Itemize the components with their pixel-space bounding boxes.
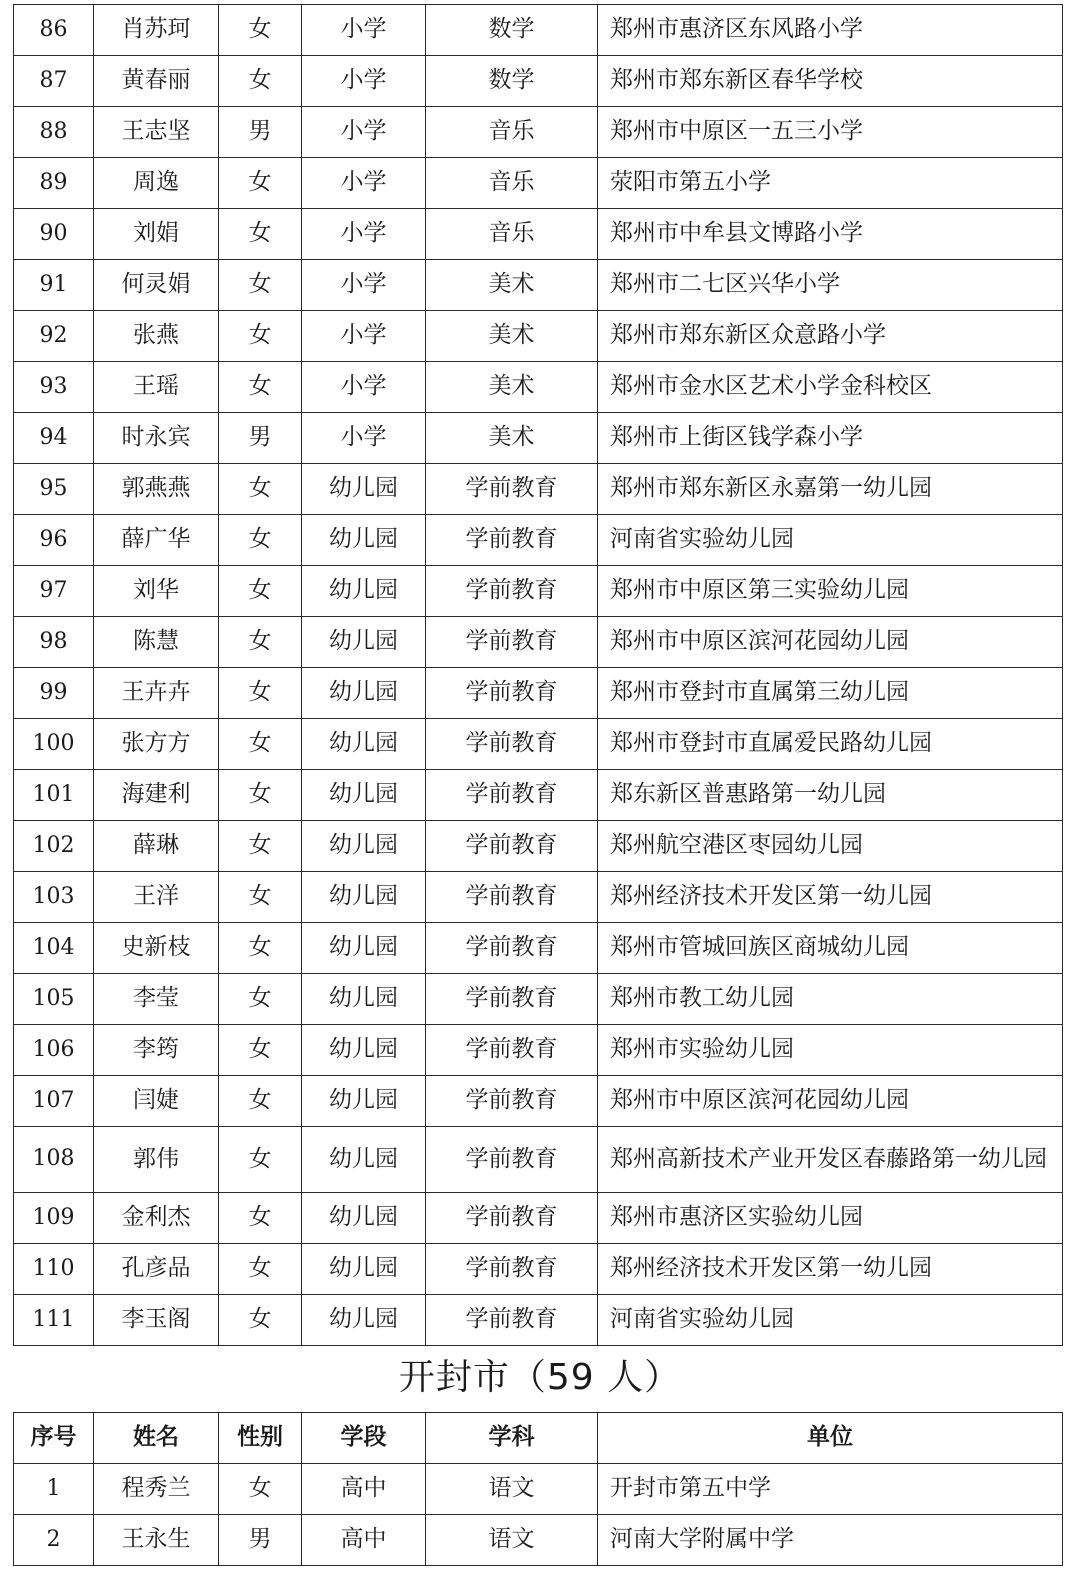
cell-unit: 河南省实验幼儿园 bbox=[598, 515, 1063, 566]
cell-name: 陈慧 bbox=[94, 617, 219, 668]
table-row bbox=[14, 515, 1063, 566]
cell-gender: 女 bbox=[219, 464, 302, 515]
cell-unit: 郑州市中原区滨河花园幼儿园 bbox=[598, 1076, 1063, 1127]
cell-name: 李莹 bbox=[94, 974, 219, 1025]
cell-subject: 学前教育 bbox=[426, 974, 598, 1025]
cell-name: 金利杰 bbox=[94, 1193, 219, 1244]
table-row bbox=[14, 107, 1063, 158]
cell-index: 101 bbox=[14, 770, 94, 821]
cell-gender: 女 bbox=[219, 821, 302, 872]
cell-name: 郭燕燕 bbox=[94, 464, 219, 515]
cell-gender: 女 bbox=[219, 923, 302, 974]
cell-gender: 女 bbox=[219, 1076, 302, 1127]
cell-name: 王洋 bbox=[94, 872, 219, 923]
table-row bbox=[14, 5, 1063, 56]
cell-subject: 语文 bbox=[426, 1464, 598, 1515]
cell-name: 海建利 bbox=[94, 770, 219, 821]
cell-unit: 郑州市二七区兴华小学 bbox=[598, 260, 1063, 311]
cell-index: 97 bbox=[14, 566, 94, 617]
cell-unit: 郑州经济技术开发区第一幼儿园 bbox=[598, 872, 1063, 923]
header-gender: 性别 bbox=[219, 1413, 302, 1464]
cell-unit: 郑州市中原区滨河花园幼儿园 bbox=[598, 617, 1063, 668]
cell-gender: 女 bbox=[219, 5, 302, 56]
cell-subject: 学前教育 bbox=[426, 1127, 598, 1193]
cell-index: 110 bbox=[14, 1244, 94, 1295]
cell-gender: 女 bbox=[219, 872, 302, 923]
cell-gender: 男 bbox=[219, 413, 302, 464]
cell-gender: 女 bbox=[219, 311, 302, 362]
cell-subject: 美术 bbox=[426, 260, 598, 311]
cell-subject: 学前教育 bbox=[426, 770, 598, 821]
cell-subject: 美术 bbox=[426, 311, 598, 362]
cell-stage: 幼儿园 bbox=[302, 923, 426, 974]
cell-stage: 幼儿园 bbox=[302, 719, 426, 770]
cell-unit: 郑州高新技术产业开发区春藤路第一幼儿园 bbox=[598, 1127, 1063, 1193]
cell-unit: 郑州市教工幼儿园 bbox=[598, 974, 1063, 1025]
table-row bbox=[14, 260, 1063, 311]
cell-stage: 小学 bbox=[302, 413, 426, 464]
cell-unit: 郑东新区普惠路第一幼儿园 bbox=[598, 770, 1063, 821]
cell-subject: 学前教育 bbox=[426, 1295, 598, 1346]
cell-gender: 男 bbox=[219, 107, 302, 158]
cell-unit: 郑州市实验幼儿园 bbox=[598, 1025, 1063, 1076]
cell-index: 111 bbox=[14, 1295, 94, 1346]
cell-gender: 男 bbox=[219, 1515, 302, 1566]
zhengzhou-teacher-table bbox=[13, 4, 1063, 1346]
table-row bbox=[14, 1025, 1063, 1076]
header-index: 序号 bbox=[14, 1413, 94, 1464]
kaifeng-teacher-table bbox=[13, 1412, 1063, 1566]
cell-index: 108 bbox=[14, 1127, 94, 1193]
cell-unit: 郑州市登封市直属第三幼儿园 bbox=[598, 668, 1063, 719]
cell-stage: 幼儿园 bbox=[302, 1025, 426, 1076]
cell-gender: 女 bbox=[219, 974, 302, 1025]
cell-unit: 郑州市管城回族区商城幼儿园 bbox=[598, 923, 1063, 974]
cell-subject: 美术 bbox=[426, 413, 598, 464]
cell-stage: 幼儿园 bbox=[302, 668, 426, 719]
cell-index: 99 bbox=[14, 668, 94, 719]
cell-subject: 学前教育 bbox=[426, 1244, 598, 1295]
cell-name: 孔彦品 bbox=[94, 1244, 219, 1295]
cell-name: 时永宾 bbox=[94, 413, 219, 464]
cell-subject: 语文 bbox=[426, 1515, 598, 1566]
cell-gender: 女 bbox=[219, 1295, 302, 1346]
table-row bbox=[14, 821, 1063, 872]
cell-name: 肖苏珂 bbox=[94, 5, 219, 56]
cell-gender: 女 bbox=[219, 1464, 302, 1515]
cell-stage: 幼儿园 bbox=[302, 1127, 426, 1193]
cell-name: 张方方 bbox=[94, 719, 219, 770]
cell-gender: 女 bbox=[219, 56, 302, 107]
cell-gender: 女 bbox=[219, 362, 302, 413]
cell-name: 何灵娟 bbox=[94, 260, 219, 311]
cell-index: 95 bbox=[14, 464, 94, 515]
cell-name: 黄春丽 bbox=[94, 56, 219, 107]
table-row bbox=[14, 923, 1063, 974]
cell-stage: 幼儿园 bbox=[302, 872, 426, 923]
cell-gender: 女 bbox=[219, 1193, 302, 1244]
header-stage: 学段 bbox=[302, 1413, 426, 1464]
cell-name: 张燕 bbox=[94, 311, 219, 362]
cell-stage: 高中 bbox=[302, 1515, 426, 1566]
cell-unit: 郑州市金水区艺术小学金科校区 bbox=[598, 362, 1063, 413]
cell-subject: 音乐 bbox=[426, 209, 598, 260]
cell-stage: 小学 bbox=[302, 158, 426, 209]
table-row bbox=[14, 1076, 1063, 1127]
cell-index: 100 bbox=[14, 719, 94, 770]
cell-index: 90 bbox=[14, 209, 94, 260]
cell-index: 2 bbox=[14, 1515, 94, 1566]
cell-gender: 女 bbox=[219, 770, 302, 821]
cell-subject: 学前教育 bbox=[426, 872, 598, 923]
cell-subject: 学前教育 bbox=[426, 1076, 598, 1127]
cell-index: 102 bbox=[14, 821, 94, 872]
section-title: 开封市（59 人） bbox=[398, 1357, 682, 1398]
cell-stage: 幼儿园 bbox=[302, 1244, 426, 1295]
cell-subject: 音乐 bbox=[426, 158, 598, 209]
table-body bbox=[14, 5, 1063, 1346]
cell-index: 96 bbox=[14, 515, 94, 566]
table-row bbox=[14, 974, 1063, 1025]
cell-index: 91 bbox=[14, 260, 94, 311]
cell-unit: 荥阳市第五小学 bbox=[598, 158, 1063, 209]
table-row bbox=[14, 209, 1063, 260]
cell-stage: 小学 bbox=[302, 260, 426, 311]
table-row bbox=[14, 413, 1063, 464]
cell-name: 王瑶 bbox=[94, 362, 219, 413]
cell-gender: 女 bbox=[219, 1244, 302, 1295]
cell-stage: 小学 bbox=[302, 311, 426, 362]
cell-subject: 学前教育 bbox=[426, 668, 598, 719]
table-row bbox=[14, 464, 1063, 515]
cell-subject: 学前教育 bbox=[426, 464, 598, 515]
cell-unit: 郑州市中原区第三实验幼儿园 bbox=[598, 566, 1063, 617]
cell-name: 李筠 bbox=[94, 1025, 219, 1076]
cell-stage: 幼儿园 bbox=[302, 515, 426, 566]
cell-unit: 郑州经济技术开发区第一幼儿园 bbox=[598, 1244, 1063, 1295]
cell-stage: 幼儿园 bbox=[302, 821, 426, 872]
cell-subject: 音乐 bbox=[426, 107, 598, 158]
cell-name: 史新枝 bbox=[94, 923, 219, 974]
cell-stage: 幼儿园 bbox=[302, 974, 426, 1025]
table-row bbox=[14, 56, 1063, 107]
table-row bbox=[14, 1244, 1063, 1295]
cell-index: 89 bbox=[14, 158, 94, 209]
table-row bbox=[14, 566, 1063, 617]
table-row bbox=[14, 362, 1063, 413]
cell-subject: 学前教育 bbox=[426, 515, 598, 566]
cell-unit: 郑州市中牟县文博路小学 bbox=[598, 209, 1063, 260]
cell-index: 88 bbox=[14, 107, 94, 158]
cell-subject: 数学 bbox=[426, 5, 598, 56]
cell-gender: 女 bbox=[219, 617, 302, 668]
cell-unit: 河南大学附属中学 bbox=[598, 1515, 1063, 1566]
cell-gender: 女 bbox=[219, 209, 302, 260]
cell-stage: 幼儿园 bbox=[302, 464, 426, 515]
cell-subject: 数学 bbox=[426, 56, 598, 107]
cell-subject: 学前教育 bbox=[426, 566, 598, 617]
cell-index: 109 bbox=[14, 1193, 94, 1244]
cell-stage: 小学 bbox=[302, 209, 426, 260]
table-body bbox=[14, 1464, 1063, 1566]
cell-gender: 女 bbox=[219, 260, 302, 311]
cell-subject: 学前教育 bbox=[426, 1193, 598, 1244]
cell-index: 86 bbox=[14, 5, 94, 56]
cell-stage: 幼儿园 bbox=[302, 566, 426, 617]
cell-unit: 郑州市郑东新区永嘉第一幼儿园 bbox=[598, 464, 1063, 515]
header-name: 姓名 bbox=[94, 1413, 219, 1464]
cell-stage: 幼儿园 bbox=[302, 770, 426, 821]
cell-stage: 幼儿园 bbox=[302, 617, 426, 668]
cell-subject: 学前教育 bbox=[426, 719, 598, 770]
cell-index: 105 bbox=[14, 974, 94, 1025]
cell-index: 107 bbox=[14, 1076, 94, 1127]
table-row bbox=[14, 872, 1063, 923]
cell-stage: 小学 bbox=[302, 5, 426, 56]
table-row bbox=[14, 311, 1063, 362]
cell-subject: 学前教育 bbox=[426, 923, 598, 974]
cell-unit: 郑州市登封市直属爱民路幼儿园 bbox=[598, 719, 1063, 770]
cell-index: 103 bbox=[14, 872, 94, 923]
table-row bbox=[14, 1193, 1063, 1244]
table-row bbox=[14, 1515, 1063, 1566]
cell-index: 94 bbox=[14, 413, 94, 464]
cell-index: 98 bbox=[14, 617, 94, 668]
cell-unit: 郑州市郑东新区众意路小学 bbox=[598, 311, 1063, 362]
cell-index: 104 bbox=[14, 923, 94, 974]
cell-stage: 小学 bbox=[302, 56, 426, 107]
cell-subject: 学前教育 bbox=[426, 821, 598, 872]
table-row bbox=[14, 158, 1063, 209]
cell-name: 刘娟 bbox=[94, 209, 219, 260]
cell-unit: 河南省实验幼儿园 bbox=[598, 1295, 1063, 1346]
cell-stage: 高中 bbox=[302, 1464, 426, 1515]
cell-unit: 郑州航空港区枣园幼儿园 bbox=[598, 821, 1063, 872]
cell-stage: 小学 bbox=[302, 362, 426, 413]
cell-name: 程秀兰 bbox=[94, 1464, 219, 1515]
cell-name: 王志坚 bbox=[94, 107, 219, 158]
cell-name: 刘华 bbox=[94, 566, 219, 617]
cell-gender: 女 bbox=[219, 668, 302, 719]
cell-stage: 幼儿园 bbox=[302, 1295, 426, 1346]
cell-index: 93 bbox=[14, 362, 94, 413]
cell-name: 周逸 bbox=[94, 158, 219, 209]
cell-unit: 开封市第五中学 bbox=[598, 1464, 1063, 1515]
table-row bbox=[14, 719, 1063, 770]
cell-name: 闫婕 bbox=[94, 1076, 219, 1127]
cell-unit: 郑州市惠济区东风路小学 bbox=[598, 5, 1063, 56]
cell-name: 薛琳 bbox=[94, 821, 219, 872]
table-row bbox=[14, 1295, 1063, 1346]
cell-gender: 女 bbox=[219, 719, 302, 770]
cell-name: 王永生 bbox=[94, 1515, 219, 1566]
cell-unit: 郑州市郑东新区春华学校 bbox=[598, 56, 1063, 107]
cell-gender: 女 bbox=[219, 515, 302, 566]
table-row bbox=[14, 1464, 1063, 1515]
cell-gender: 女 bbox=[219, 566, 302, 617]
cell-subject: 学前教育 bbox=[426, 617, 598, 668]
cell-subject: 美术 bbox=[426, 362, 598, 413]
header-subject: 学科 bbox=[426, 1413, 598, 1464]
table-row bbox=[14, 770, 1063, 821]
cell-name: 王卉卉 bbox=[94, 668, 219, 719]
cell-stage: 幼儿园 bbox=[302, 1076, 426, 1127]
cell-index: 106 bbox=[14, 1025, 94, 1076]
cell-gender: 女 bbox=[219, 1025, 302, 1076]
cell-gender: 女 bbox=[219, 158, 302, 209]
cell-unit: 郑州市惠济区实验幼儿园 bbox=[598, 1193, 1063, 1244]
cell-unit: 郑州市中原区一五三小学 bbox=[598, 107, 1063, 158]
cell-gender: 女 bbox=[219, 1127, 302, 1193]
cell-name: 薛广华 bbox=[94, 515, 219, 566]
cell-name: 郭伟 bbox=[94, 1127, 219, 1193]
cell-index: 87 bbox=[14, 56, 94, 107]
cell-index: 92 bbox=[14, 311, 94, 362]
table-header-row bbox=[14, 1413, 1063, 1464]
cell-stage: 小学 bbox=[302, 107, 426, 158]
cell-subject: 学前教育 bbox=[426, 1025, 598, 1076]
cell-index: 1 bbox=[14, 1464, 94, 1515]
table-row bbox=[14, 1127, 1063, 1193]
table-row bbox=[14, 668, 1063, 719]
cell-unit: 郑州市上街区钱学森小学 bbox=[598, 413, 1063, 464]
cell-stage: 幼儿园 bbox=[302, 1193, 426, 1244]
cell-name: 李玉阁 bbox=[94, 1295, 219, 1346]
table-row bbox=[14, 617, 1063, 668]
header-unit: 单位 bbox=[598, 1413, 1063, 1464]
